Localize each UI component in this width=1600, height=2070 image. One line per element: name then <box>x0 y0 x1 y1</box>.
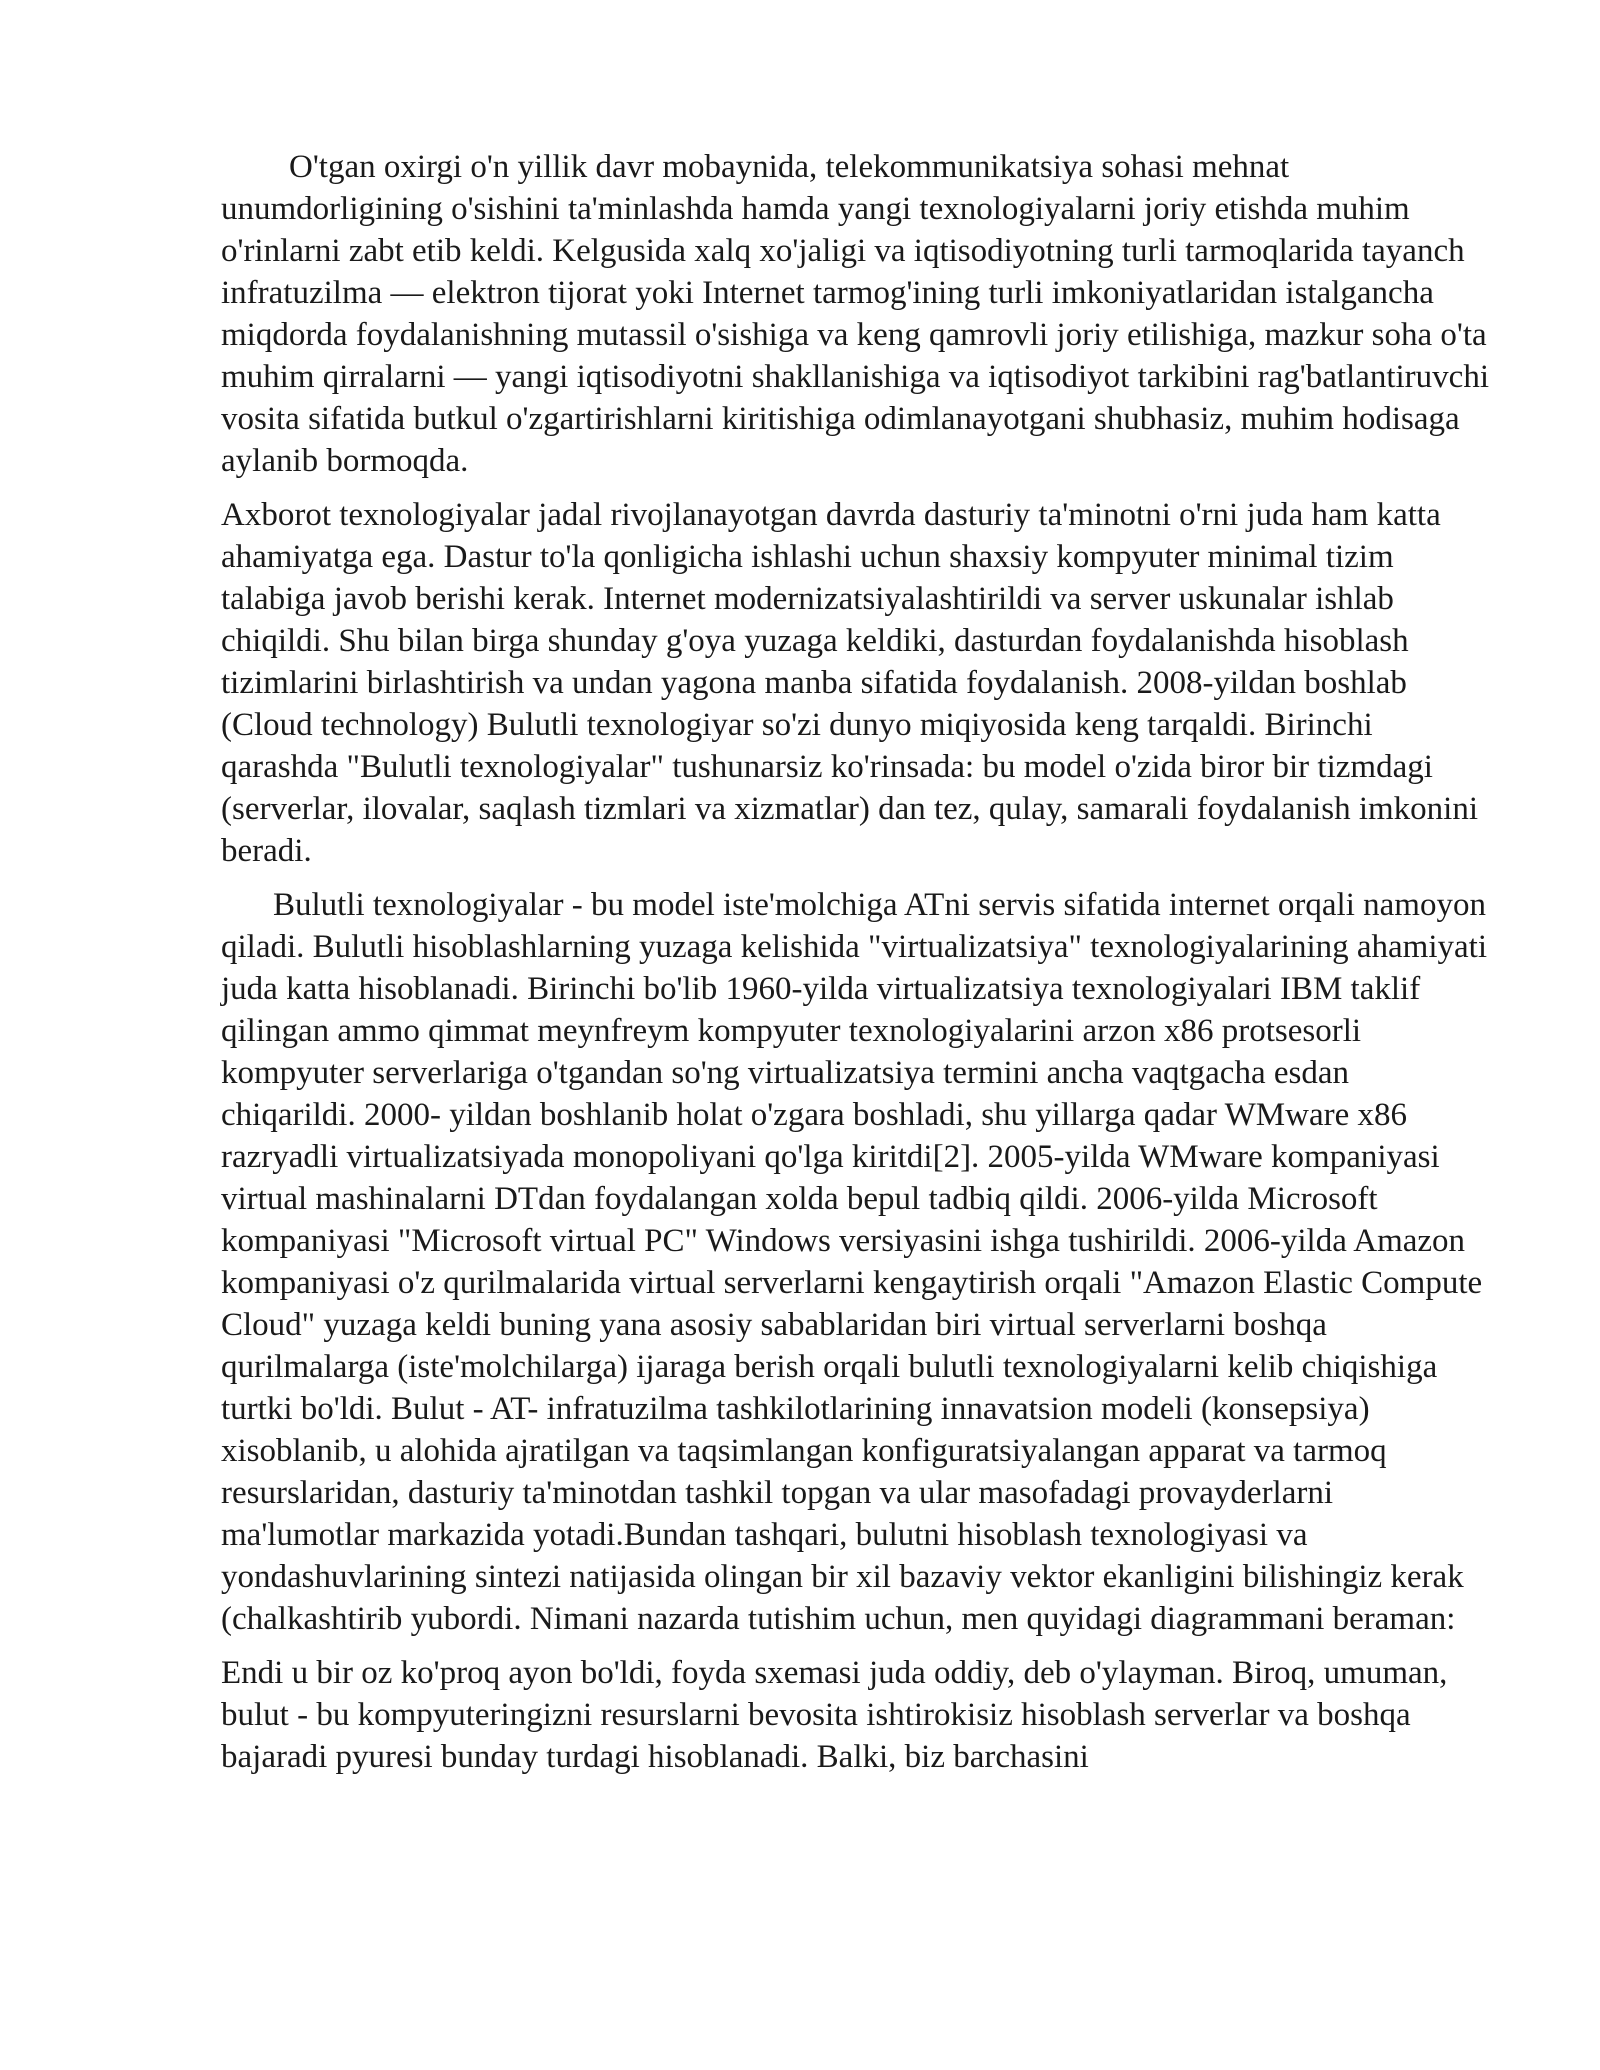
document-body <box>221 146 1491 1790</box>
paragraph-virtualization-history: Bulutli texnologiyalar - bu model iste'molchiga ATni servis sifatida internet orqali namoyon qiladi. Bulutli hisoblashlarning yuzaga kelishida "virtualizatsiya" texnologiyalarining ahamiyati juda katta hisoblanadi. Birinchi bo'lib 1960-yilda virtualizatsiya texnologiyalari IBM taklif qilingan ammo qimmat meynfreym kompyuter texnologiyalarini arzon x86 protsesorli kompyuter serverlariga o'tgandan so'ng virtualizatsiya termini ancha vaqtgacha esdan chiqarildi. 2000- yildan boshlanib holat o'zgara boshladi, shu yillarga qadar WMware x86 razryadli virtualizatsiyada monopoliyani qo'lga kiritdi[2]. 2005-yilda WMware kompaniyasi virtual mashinalarni DTdan foydalangan xolda bepul tadbiq qildi. 2006-yilda Microsoft kompaniyasi "Microsoft virtual PC" Windows versiyasini ishga tushirildi. 2006-yilda Amazon kompaniyasi o'z qurilmalarida virtual serverlarni kengaytirish orqali "Amazon Elastic Compute Cloud" yuzaga keldi buning yana asosiy sabablaridan biri virtual serverlarni boshqa qurilmalarga (iste'molchilarga) ijaraga berish orqali bulutli texnologiyalarni kelib chiqishiga turtki bo'ldi. Bulut - AT- infratuzilma tashkilotlarining innavatsion modeli (konsepsiya) xisoblanib, u alohida ajratilgan va taqsimlangan konfiguratsiyalangan apparat va tarmoq resurslaridan, dasturiy ta'minotdan tashkil topgan va ular masofadagi provayderlarni ma'lumotlar markazida yotadi.Bundan tashqari, bulutni hisoblash texnologiyasi va yondashuvlarining sintezi natijasida olingan bir xil bazaviy vektor ekanligini bilishingiz kerak (chalkashtirib yubordi. Nimani nazarda tutishim uchun, men quyidagi diagrammani beraman: <box>221 887 1487 1637</box>
paragraph-software-cloud: Axborot texnologiyalar jadal rivojlanayotgan davrda dasturiy ta'minotni o'rni juda ham katta ahamiyatga ega. Dastur to'la qonligicha ishlashi uchun shaxsiy kompyuter minimal tizim talabiga javob berishi kerak. Internet modernizatsiyalashtirildi va server uskunalar ishlab chiqildi. Shu bilan birga shunday g'oya yuzaga keldiki, dasturdan foydalanishda hisoblash tizimlarini birlashtirish va undan yagona manba sifatida foydalanish. 2008-yildan boshlab (Cloud technology) Bulutli texnologiyar so'zi dunyo miqiyosida keng tarqaldi. Birinchi qarashda "Bulutli texnologiyalar" tushunarsiz ko'rinsada: bu model o'zida biror bir tizmdagi (serverlar, ilovalar, saqlash tizmlari va xizmatlar) dan tez, qulay, samarali foydalanish imkonini beradi. <box>221 497 1479 869</box>
paragraph-telecommunications: O'tgan oxirgi o'n yillik davr mobaynida, telekommunikatsiya sohasi mehnat unumdorligining o'sishini ta'minlashda hamda yangi texnologiyalarni joriy etishda muhim o'rinlarni zabt etib keldi. Kelgusida xalq xo'jaligi va iqtisodiyotning turli tarmoqlarida tayanch infratuzilma — elektron tijorat yoki Internet tarmog'ining turli imkoniyatlaridan istalgancha miqdorda foydalanishning mutassil o'sishiga va keng qamrovli joriy etilishiga, mazkur soha o'ta muhim qirralarni — yangi iqtisodiyotni shakllanishiga va iqtisodiyot tarkibini rag'batlantiruvchi vosita sifatida butkul o'zgartirishlarni kiritishiga odimlanayotgani shubhasiz, muhim hodisaga aylanib bormoqda. <box>221 149 1489 479</box>
paragraph-cloud-summary: Endi u bir oz ko'proq ayon bo'ldi, foyda sxemasi juda oddiy, deb o'ylayman. Biroq, umuman, bulut - bu kompyuteringizni resurslarni bevosita ishtirokisiz hisoblash serverlar va boshqa bajaradi pyuresi bunday turdagi hisoblanadi. Balki, biz barchasini <box>221 1655 1448 1775</box>
